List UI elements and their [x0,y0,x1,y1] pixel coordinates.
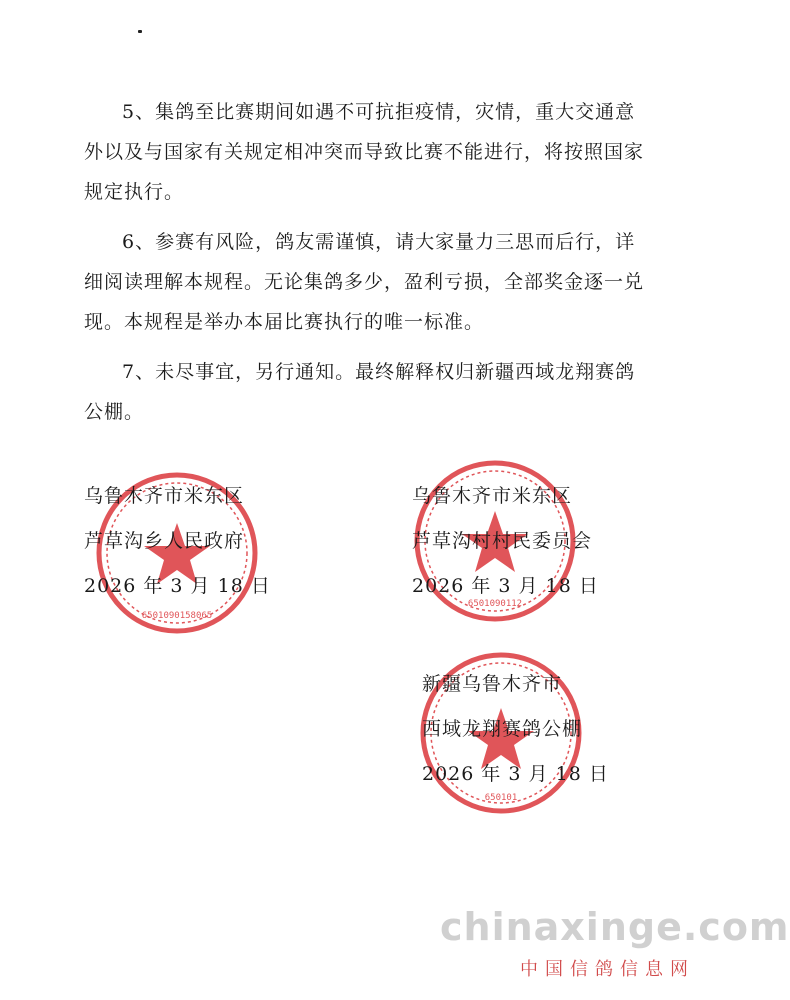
seal-number: 650101 [484,793,518,803]
watermark-site-name: 中国信鸽信息网 [520,959,695,980]
signature-line-2: 西域龙翔赛鸽公棚 [422,718,583,740]
paragraph-5: 5、集鸽至比赛期间如遇不可抗拒疫情，灾情，重大交通意外以及与国家有关规定相冲突而导致比赛不能进行，将按照国家规定执行。 [84,101,645,203]
signature-block-bottom [422,662,609,797]
signature-line-1: 乌鲁木齐市米东区 [412,485,573,507]
signature-line-2: 芦草沟乡人民政府 [84,530,245,552]
signature-date: 2026 年 3 月 18 日 [412,575,599,597]
signature-block-left [84,474,271,609]
paragraph-7: 7、未尽事宜，另行通知。最终解释权归新疆西域龙翔赛鸽公棚。 [84,361,636,423]
signature-block-right [412,474,599,609]
signature-line-1: 新疆乌鲁木齐市 [422,673,563,695]
seal-number: 6501090112 [467,599,523,609]
signature-date: 2026 年 3 月 18 日 [422,763,609,785]
signature-line-1: 乌鲁木齐市米东区 [84,485,245,507]
watermark-domain: chinaxinge.com [440,905,790,949]
stray-mark [138,30,142,33]
signature-line-2: 芦草沟村村民委员会 [412,530,593,552]
paragraph-6: 6、参赛有风险，鸽友需谨慎，请大家量力三思而后行，详细阅读理解本规程。无论集鸽多少，盈利亏损，全部奖金逐一兑现。本规程是举办本届比赛执行的唯一标准。 [84,231,645,333]
seal-number: 6501090158065 [141,611,213,621]
signature-date: 2026 年 3 月 18 日 [84,575,271,597]
